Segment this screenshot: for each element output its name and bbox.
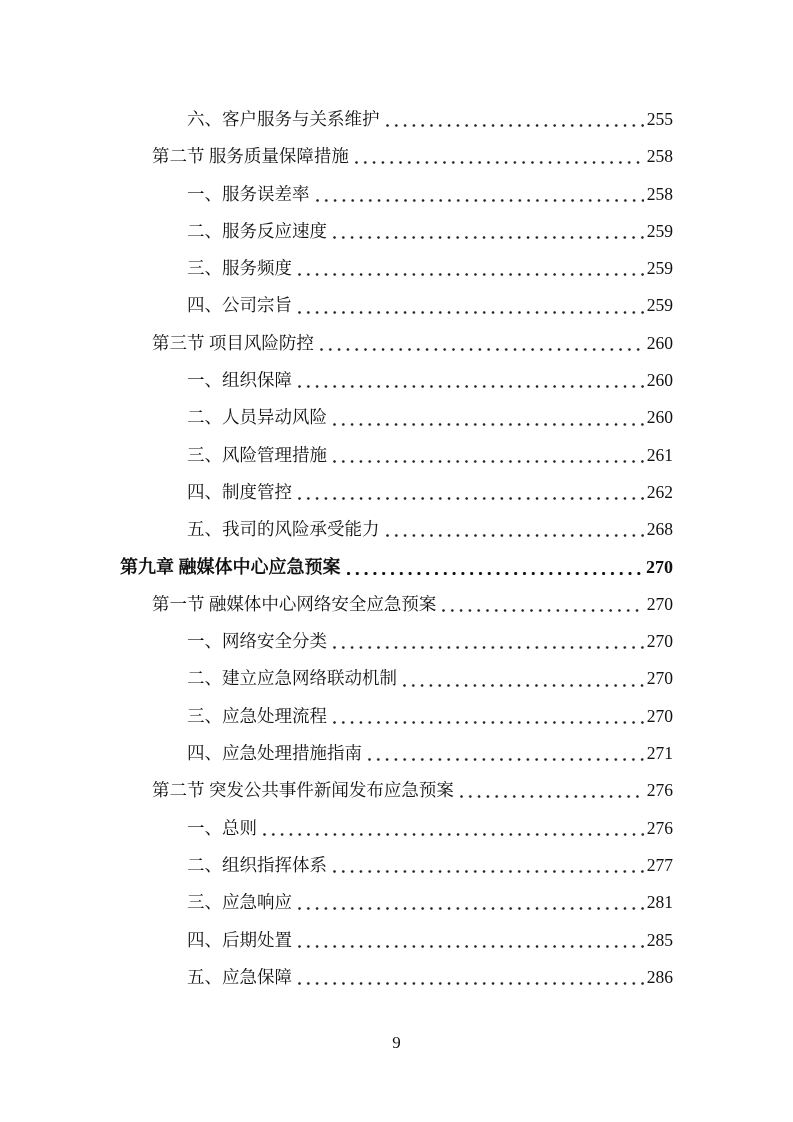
toc-entry-title: 一、总则 — [187, 817, 257, 838]
dot-leader — [298, 982, 644, 985]
toc-entry-page: 281 — [646, 892, 673, 913]
toc-entry — [0, 810, 793, 847]
toc-chapter-entry — [0, 549, 793, 586]
toc-entry-page: 270 — [646, 631, 673, 652]
dot-leader — [298, 497, 644, 500]
dot-leader — [298, 385, 644, 388]
dot-leader — [368, 758, 644, 761]
dot-leader — [316, 199, 644, 202]
toc-entry-title: 三、应急响应 — [187, 892, 292, 913]
toc-entry — [0, 698, 793, 735]
page-number: 9 — [392, 1033, 401, 1052]
dot-leader — [386, 124, 644, 127]
toc-entry — [0, 362, 793, 399]
toc-entry-title: 第二节 服务质量保障措施 — [152, 146, 349, 167]
toc-entry — [0, 922, 793, 959]
toc-entry-title: 五、应急保障 — [187, 966, 292, 987]
toc-entry-page: 276 — [646, 817, 673, 838]
dot-leader — [263, 833, 644, 836]
toc-entry-title: 第一节 融媒体中心网络安全应急预案 — [152, 593, 437, 614]
toc-entry-page: 260 — [646, 332, 673, 353]
toc-entry-title: 三、应急处理流程 — [187, 705, 327, 726]
dot-leader — [333, 423, 644, 426]
toc-entry-page: 270 — [646, 556, 673, 577]
dot-leader — [403, 684, 644, 687]
dot-leader — [333, 870, 644, 873]
dot-leader — [333, 236, 644, 239]
toc-entry-page: 270 — [646, 705, 673, 726]
toc-entry-title: 第九章 融媒体中心应急预案 — [120, 556, 341, 577]
toc-entry-title: 第二节 突发公共事件新闻发布应急预案 — [152, 780, 454, 801]
toc-entry-page: 286 — [646, 966, 673, 987]
toc-entry-page: 277 — [646, 854, 673, 875]
dot-leader — [320, 348, 644, 351]
toc-entry-title: 二、服务反应速度 — [187, 220, 327, 241]
toc-entry-page: 260 — [646, 370, 673, 391]
toc-entry-title: 四、应急处理措施指南 — [187, 743, 362, 764]
toc-entry-page: 255 — [646, 109, 673, 129]
toc-entry-title: 二、人员异动风险 — [187, 407, 327, 428]
dot-leader — [442, 609, 643, 612]
dot-leader — [460, 795, 644, 798]
toc-entry-page: 276 — [646, 780, 673, 801]
dot-leader — [333, 646, 644, 649]
toc-entry-page: 270 — [646, 668, 673, 689]
toc-entry-page: 262 — [646, 481, 673, 502]
toc-entry-title: 一、组织保障 — [187, 370, 292, 391]
toc-entry-page: 268 — [646, 519, 673, 540]
dot-leader — [333, 460, 644, 463]
toc-entry-title: 第三节 项目风险防控 — [152, 332, 314, 353]
toc-entry-page: 259 — [646, 220, 673, 241]
toc-entry — [0, 735, 793, 772]
toc-section-entry — [0, 138, 793, 175]
dot-leader — [298, 907, 644, 910]
toc-entry — [0, 287, 793, 324]
toc-entry — [0, 511, 793, 548]
toc-entry-page: 259 — [646, 295, 673, 316]
dot-leader — [298, 311, 644, 314]
toc-entry-page: 258 — [646, 183, 673, 204]
toc-entry-page: 259 — [646, 258, 673, 279]
toc-entry — [0, 437, 793, 474]
toc-entry-title: 二、组织指挥体系 — [187, 854, 327, 875]
toc-section-entry — [0, 325, 793, 362]
toc-entry — [0, 623, 793, 660]
dot-leader — [298, 945, 644, 948]
toc-entry-title: 四、后期处置 — [187, 929, 292, 950]
toc-entry-page: 258 — [646, 146, 673, 167]
toc-entry-title: 二、建立应急网络联动机制 — [187, 668, 397, 689]
toc-entry-title: 三、风险管理措施 — [187, 444, 327, 465]
toc-entry — [0, 660, 793, 697]
toc-entry — [0, 176, 793, 213]
toc-entry — [0, 847, 793, 884]
toc-entry — [0, 474, 793, 511]
toc-entry-page: 285 — [646, 929, 673, 950]
toc-entry-title: 一、服务误差率 — [187, 183, 310, 204]
dot-leader — [355, 161, 644, 164]
toc-entry-page: 270 — [646, 593, 673, 614]
toc-entry-title: 四、公司宗旨 — [187, 295, 292, 316]
table-of-contents — [0, 101, 793, 996]
toc-entry-page: 271 — [646, 743, 673, 764]
dot-leader — [333, 721, 644, 724]
toc-section-entry — [0, 772, 793, 809]
toc-entry — [0, 959, 793, 996]
toc-entry — [0, 399, 793, 436]
toc-entry-title: 三、服务频度 — [187, 258, 292, 279]
toc-entry-page: 260 — [646, 407, 673, 428]
toc-entry-page: 261 — [646, 444, 673, 465]
toc-entry — [0, 884, 793, 921]
toc-entry — [0, 101, 793, 138]
toc-entry-title: 四、制度管控 — [187, 481, 292, 502]
toc-entry — [0, 250, 793, 287]
dot-leader — [298, 273, 644, 276]
toc-entry — [0, 213, 793, 250]
toc-entry-title: 一、网络安全分类 — [187, 631, 327, 652]
toc-entry-title: 五、我司的风险承受能力 — [187, 519, 380, 540]
toc-entry-title: 六、客户服务与关系维护 — [187, 109, 380, 129]
toc-section-entry — [0, 586, 793, 623]
dot-leader — [386, 534, 644, 537]
dot-leader — [347, 572, 644, 575]
